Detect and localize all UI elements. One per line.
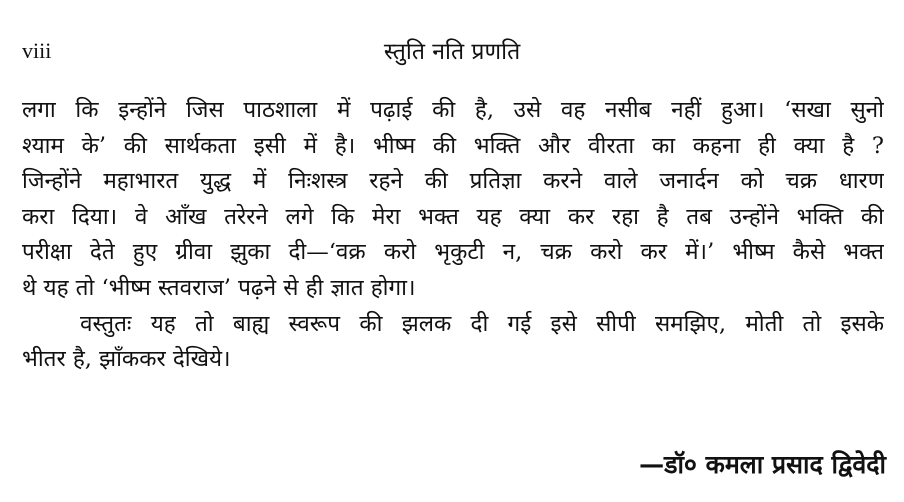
page-number: viii [22,38,52,63]
text-line: करा दिया। वे आँख तरेरने लगे कि मेरा भक्त यह क्या कर रहा है तब उन्होंने भक्ति की [22,203,884,230]
body-text [22,93,884,378]
page-header [22,28,882,68]
text-line: परीक्षा देते हुए ग्रीवा झुका दी—‘वक्र करो भृकुटी न, चक्र करो कर में।’ भीष्म कैसे भक्त [22,239,884,266]
running-title: स्तुति नति प्रणति [383,39,521,65]
text-line: श्याम के’ की सार्थकता इसी में है। भीष्म की भक्ति और वीरता का कहना ही क्या है ? [22,132,884,159]
text-line: लगा कि इन्होंने जिस पाठशाला में पढ़ाई की है, उसे वह नसीब नहीं हुआ। ‘सखा सुनो [22,97,884,123]
text-line: जिन्होंने महाभारत युद्ध में निःशस्त्र रहने की प्रतिज्ञा करने वाले जनार्दन को चक्र धारण [22,168,884,195]
author-signature: —डॉ० कमला प्रसाद द्विवेदी [639,450,886,479]
text-line: भीतर है, झाँककर देखिये। [22,346,231,373]
paragraph-start-line: वस्तुतः यह तो बाह्य स्वरूप की झलक दी गई इसे सीपी समझिए, मोती तो इसके [80,310,884,337]
text-line: थे यह तो ‘भीष्म स्तवराज’ पढ़ने से ही ज्ञात होगा। [22,274,416,301]
